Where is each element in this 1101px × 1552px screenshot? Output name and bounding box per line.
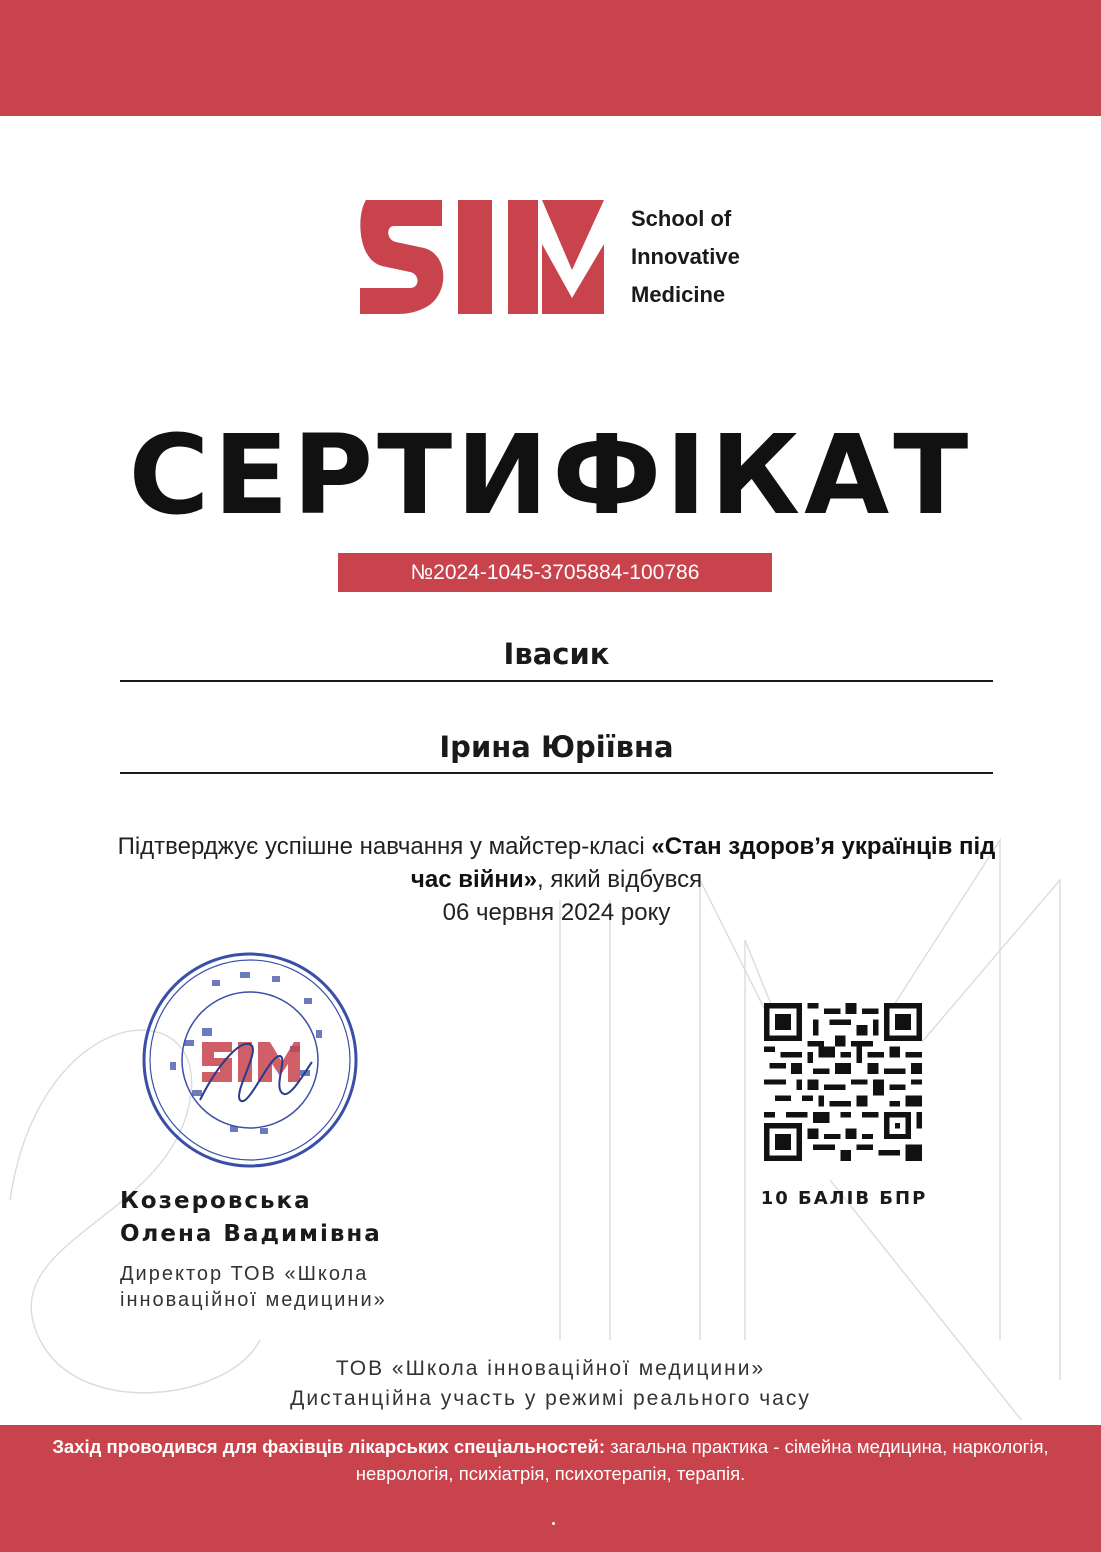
sim-logo-icon	[358, 196, 608, 318]
signer-block	[120, 1185, 540, 1313]
organizer-info	[0, 1354, 1101, 1414]
footer-dot	[552, 1522, 555, 1525]
signer-name-line-1: Козеровська	[120, 1188, 312, 1214]
signer-role-line-1: Директор ТОВ «Школа	[120, 1263, 369, 1285]
organizer-name: ТОВ «Школа інноваційної медицини»	[335, 1357, 766, 1380]
signer-role	[120, 1261, 540, 1313]
description-text-1: Підтверджує успішне навчання у майстер-класі	[117, 833, 652, 860]
logo-wordmark	[631, 200, 831, 314]
event-date: 06 червня 2024 року	[442, 899, 671, 926]
stamp-icon	[140, 950, 360, 1170]
signer-role-line-2: інноваційної медицини»	[120, 1289, 387, 1311]
specialties-note-bold: Захід проводився для фахівців лікарських спеціальностей:	[52, 1436, 606, 1457]
specialties-note	[20, 1433, 1081, 1487]
course-title: «Стан здоров’я українців під час війни»	[410, 833, 996, 893]
logo-line-1: School of	[631, 206, 732, 231]
certificate-title: СЕРТИФІКАТ	[128, 411, 973, 539]
top-red-band	[0, 0, 1101, 116]
recipient-given-names: Ірина Юріївна	[120, 724, 993, 774]
recipient-surname: Івасик	[120, 632, 993, 682]
qr-code-icon[interactable]	[764, 1003, 922, 1161]
signer-name-line-2: Олена Вадимівна	[120, 1221, 382, 1247]
logo-line-2: Innovative	[631, 244, 740, 269]
certificate-number: №2024-1045-3705884-100786	[338, 553, 772, 592]
participation-mode: Дистанційна участь у режимі реального часу	[290, 1387, 811, 1410]
specialties-list: загальна практика - сімейна медицина, наркологія, неврологія, психіатрія, психотерапія, терапія.	[355, 1436, 1049, 1484]
completion-description	[100, 830, 1013, 929]
cme-points: 10 БАЛІВ БПР	[760, 1188, 928, 1209]
description-text-2: , який відбувся	[536, 866, 703, 893]
logo-line-3: Medicine	[631, 282, 726, 307]
